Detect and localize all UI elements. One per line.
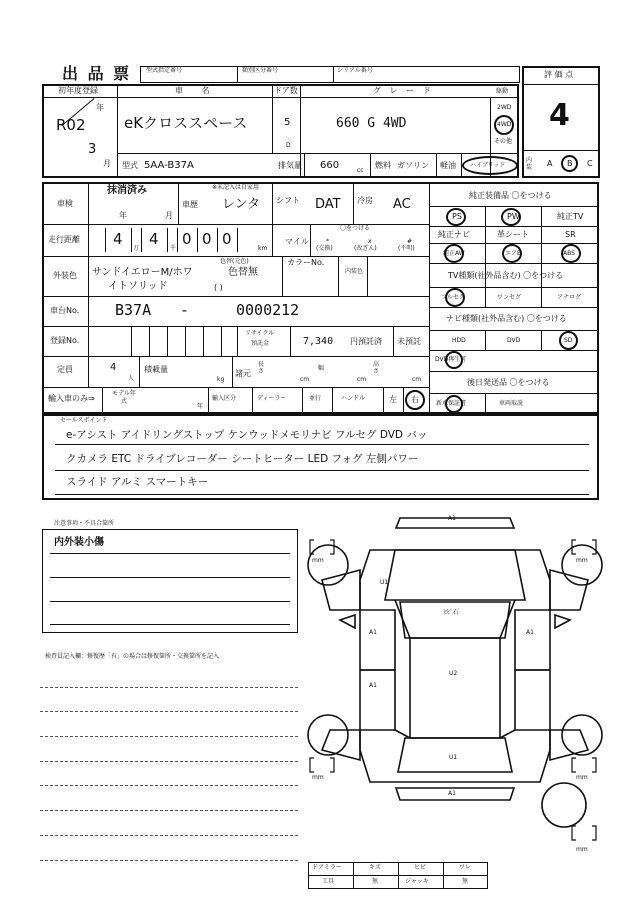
recycle-value: 7,340 [303,336,334,347]
mm-label-rr: mm [576,774,588,781]
color-value-line1: サンドイエローM/ホワ [92,267,193,278]
nav-sd: SD [564,337,573,344]
sales-point-line-2: クカメラ ETC ドライブレコーダー シートヒーター LED フォグ 左側パワー [66,453,419,465]
mark-unknown-symbol: # [407,238,413,245]
equip-pw-circle [501,208,521,226]
width-label: 幅 [318,365,325,372]
tv-fullseg: フルセグ [441,294,465,301]
modified-label: (改ざん) [354,245,377,252]
left-front-fender [322,570,360,610]
nav-title: ナビ種類(社外品含む) 〇をつける [446,314,567,323]
mark-roof: U2 [449,670,458,677]
capacity-value: 4 [110,362,117,373]
mileage-label: 走行距離 [48,235,80,244]
reg-no-label: 登録No. [50,336,80,345]
interior-b-circle [561,155,578,172]
interior-grade-a: A [547,159,553,168]
interior-grade-c: C [587,159,593,168]
height-label: 高さ [373,361,380,376]
sen-unit: 千 [170,245,177,252]
drive-other: その他 [494,138,513,145]
mark-rear-window: U1 [449,754,458,761]
equip-ps-circle [446,208,466,226]
displacement-label: 排気量 [278,161,302,170]
caution-label: 注意事項・不具合箇所 [54,520,115,527]
ac-value: AC [393,197,411,212]
ac-label: 冷房 [357,196,373,205]
capacity-unit: 人 [128,375,135,382]
legend-h1: ドアミラー [312,864,342,871]
fuel-gasoline: ガソリン [397,161,429,170]
first-reg-label: 初年度登録 [58,86,98,95]
equip-abs: ABS [563,250,575,257]
interior-color-label: 内装色 [344,268,363,275]
equip-genuine-navi: 純正ナビ [438,230,470,239]
doors-label: ドア数 [274,86,298,95]
history-note: ※未記入は自家用 [212,184,260,191]
shift-value: DAT [315,197,341,212]
car-name: eKクロススペース [124,114,248,132]
model-value: 5AA-B37A [144,160,194,171]
load-unit: kg [217,376,225,383]
mark-left-fender: U1 [380,579,389,586]
fuel-diesel: 軽油 [440,161,456,170]
import-class-label: 輸入区分 [212,395,237,402]
first-reg-year: R02 [56,116,86,134]
drive-4wd: 4WD [497,121,512,128]
mark-rear-bumper: A1 [448,790,456,797]
fuel-hybrid-circle [462,156,518,175]
swap-label: (交換) [316,245,333,252]
later-warranty-circle [445,395,463,413]
genuine-title: 純正装備品 〇をつける [469,191,552,200]
first-reg-year-unit: 年 [96,103,104,112]
recycle-not-label: 未預託 [397,337,421,346]
left-rear-door [360,670,395,730]
displacement-value: 660 [320,160,340,171]
mileage-digit-3: 0 [182,230,192,248]
grade-value: 660 G 4WD [336,116,407,131]
drive-label: 駆動 [496,88,509,95]
equip-airbag-circle [502,244,522,263]
tv-fullseg-circle [445,288,465,307]
form-title: 出 品 票 [62,64,132,83]
header-id-row [140,66,520,83]
mark-left-rear-door: A1 [369,682,377,689]
inspector-label: 検査員記入欄：修復歴「有」の場合は修復箇所・交換箇所を記入 [45,653,220,660]
mile-label: マイル [285,237,309,246]
right-front-fender [550,570,588,610]
mark-windshield: ﾋﾋﾞ石 [444,609,460,616]
load-label: 積載量 [144,365,168,374]
equip-genuine-tv: 純正TV [557,212,584,221]
mark-front-bumper: A1 [448,515,456,522]
capacity-label: 定員 [57,365,73,374]
fuel-label: 燃料 [375,161,391,170]
import-label: 輸入車のみ⇒ [48,394,95,403]
spare-wheel [542,783,586,827]
mm-label-fr: mm [576,557,588,564]
doors-value: 5 [284,117,291,128]
right-rear-door [515,670,550,730]
dvd-playable-circle [445,351,463,369]
chassis-label: 車台No. [50,306,80,315]
fuel-hybrid: ハイブリッド [470,162,506,169]
color-no-label: カラーNo. [287,258,325,267]
equip-genuine-aw: 純正AW [443,250,465,257]
tv-analog: アナログ [557,294,582,301]
right-front-door [515,610,550,670]
car-name-label: 車 名 [175,86,218,95]
class-number-label: 類別区分番号 [242,67,279,74]
equip-airbag: エアB [505,250,522,257]
legend-r2: 無 [372,878,379,885]
legend-h4: ワレ [459,864,472,871]
recycle-unit: 円預託済 [350,337,382,346]
mm-label-spare: mm [576,846,588,853]
legend-h2: キズ [369,864,381,871]
mm-label-rl: mm [312,774,324,781]
later-manual: 車両取説 [499,400,524,407]
equip-ps: PS [452,212,462,221]
legend-h3: ヒビ [414,864,427,871]
dvd-playable: DVD再生可 [435,356,467,363]
sales-point-label: セールスポイント [60,417,108,424]
mark-swap-symbol: * [326,238,329,245]
later-title: 後日発送品 〇をつける [467,378,550,387]
equip-abs-circle [561,244,581,263]
cc-unit: cc [357,167,364,174]
dealer-label: ディーラー [257,395,287,402]
equip-leather: 革シート [497,230,529,239]
first-reg-month-unit: 月 [103,159,111,168]
first-reg-month: 3 [88,142,97,157]
color-change-value: 色替無 [228,267,258,278]
drive-4wd-circle [494,115,514,135]
tv-oneseg: ワンセグ [497,294,522,301]
mileage-digit-1: 4 [113,230,123,248]
shaken-month-unit: 月 [165,211,173,220]
recycle-label-1: リサイクル [245,330,275,337]
length-cm-unit: cm [300,376,310,383]
recycle-label-2: 預託金 [251,340,270,347]
km-unit: km [258,245,268,252]
left-front-door [360,610,395,670]
grade-label: グ レ ー ド [373,86,434,95]
handle-label: ハンドル [341,395,366,402]
serial-number-label: シリアル番号 [337,67,373,74]
later-warranty: 新車保証書 [436,400,467,407]
chassis-dash: - [180,301,190,319]
mileage-digit-5: 0 [222,230,232,248]
handle-left: 左 [389,395,397,404]
unknown-label: (不明) [398,245,415,252]
sales-point-line-3: スライド アルミ スマートキー [66,476,209,488]
circle-note: 〇をつける [340,225,371,232]
hood [385,550,525,600]
color-value-line2: イトソリッド [108,281,168,292]
mark-right-front-door: A1 [526,629,534,636]
roof [410,638,500,738]
handle-right: 右 [411,395,419,404]
windshield [400,602,510,638]
drive-2wd: 2WD [497,104,512,111]
mileage-digit-2: 4 [149,230,159,248]
color-change-label: 色替(元色) [220,258,249,265]
caution-text: 内外装小傷 [54,537,104,548]
history-label: 車歴 [182,200,198,209]
model-year-label: モデル年式 [112,390,136,405]
equip-aw-circle [444,244,464,263]
shaken-value: 抹消済み [107,185,147,196]
nav-sd-circle [559,331,578,350]
interior-grade-label: 内装 [526,157,533,172]
doors-unit: D [286,142,291,149]
parallel-label: 並行 [309,395,322,402]
nav-hdd: HDD [452,337,466,344]
chassis-number: 0000212 [236,301,300,319]
car-damage-diagram [300,510,610,860]
height-cm-unit: cm [412,376,422,383]
history-value: レンタ [222,197,261,212]
rating-value: 4 [549,98,570,133]
mark-modified-symbol: x [368,238,372,245]
color-label: 外装色 [53,271,77,280]
tv-title: TV種類(社外品含む) 〇をつける [448,271,564,280]
equip-sr: SR [565,230,576,239]
nav-dvd: DVD [507,337,521,344]
man-unit: 万 [133,245,140,252]
length-label: 長さ [258,361,265,376]
shift-label: シフト [276,196,300,205]
rating-label: 評 価 点 [544,70,574,79]
interior-grade-b: B [567,159,573,168]
legend-r3: ジャッキ [405,878,429,885]
legend-r1: 工具 [322,878,335,885]
sales-point-line-1: e-アシスト アイドリングストップ ケンウッドメモリナビ フルセグ DVD バッ [66,429,428,441]
model-year-unit: 年 [197,403,204,410]
color-paren: ( ) [214,283,223,292]
shaken-label: 車検 [57,199,73,208]
mm-label-fl: mm [312,557,324,564]
model-label: 型式 [122,161,138,170]
chassis-prefix: B37A [115,301,152,319]
legend-r4: 無 [462,878,469,885]
model-cert-label: 型式指定番号 [146,67,183,74]
equip-pw: PW [507,212,520,221]
mark-left-front-door: A1 [369,629,377,636]
handle-right-circle [405,390,425,410]
mileage-digit-4: 0 [202,230,212,248]
width-cm-unit: cm [357,376,367,383]
shaken-year-unit: 年 [119,211,127,220]
dims-label: 諸元 [235,369,251,378]
